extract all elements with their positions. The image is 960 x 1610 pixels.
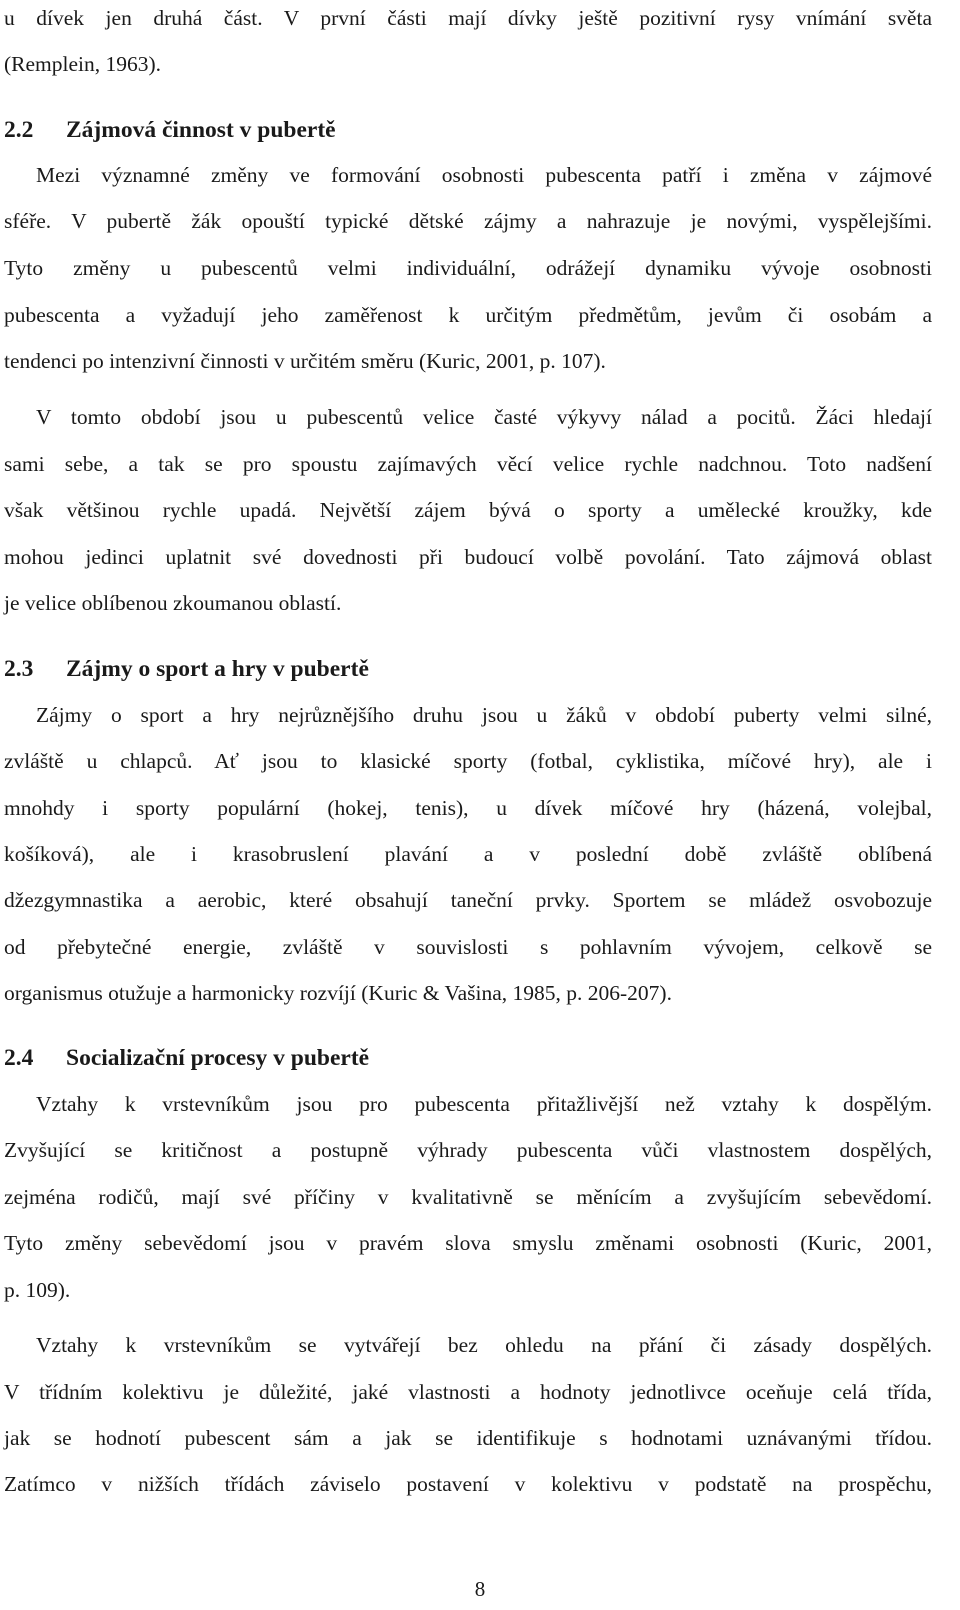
text-line: zejména rodičů, mají své příčiny v kvalitativně se měnícím a zvyšujícím sebevědomí. — [4, 1185, 932, 1209]
text-line: však většinou rychle upadá. Největší zájem bývá o sporty a umělecké kroužky, kde — [4, 498, 932, 522]
text-line: džezgymnastika a aerobic, které obsahují taneční prvky. Sportem se mládež osvobozuje — [4, 888, 932, 912]
section-heading — [4, 654, 369, 684]
section-title: Zájmová činnost v pubertě — [66, 117, 336, 143]
text-line: Mezi významné změny ve formování osobnosti pubescenta patří i změna v zájmové — [36, 163, 932, 187]
text-line: Tyto změny u pubescentů velmi individuální, odrážejí dynamiku vývoje osobnosti — [4, 256, 932, 280]
section-title: Zájmy o sport a hry v pubertě — [66, 656, 369, 682]
text-line: jak se hodnotí pubescent sám a jak se identifikuje s hodnotami uznávanými třídou. — [4, 1426, 932, 1450]
text-line: mohou jedinci uplatnit své dovednosti při budoucí volbě povolání. Tato zájmová oblast — [4, 545, 932, 569]
section-number: 2.4 — [4, 1045, 34, 1071]
text-line: Vztahy k vrstevníkům se vytvářejí bez ohledu na přání či zásady dospělých. — [36, 1333, 932, 1357]
text-line: tendenci po intenzivní činnosti v určitém směru (Kuric, 2001, p. 107). — [4, 349, 606, 373]
text-line: organismus otužuje a harmonicky rozvíjí (Kuric & Vašina, 1985, p. 206-207). — [4, 981, 672, 1005]
text-line: pubescenta a vyžadují jeho zaměřenost k určitým předmětům, jevům či osobám a — [4, 303, 932, 327]
text-line: od přebytečné energie, zvláště v souvislosti s pohlavním vývojem, celkově se — [4, 935, 932, 959]
page-number: 8 — [474, 1577, 486, 1601]
text-line: košíková), ale i krasobruslení plavání a v poslední době zvláště oblíbená — [4, 842, 932, 866]
text-line: p. 109). — [4, 1278, 71, 1302]
text-line: sféře. V pubertě žák opouští typické dětské zájmy a nahrazuje je novými, vyspělejšími. — [4, 209, 932, 233]
text-line: u dívek jen druhá část. V první části mají dívky ještě pozitivní rysy vnímání světa — [4, 6, 932, 30]
text-line: zvláště u chlapců. Ať jsou to klasické sporty (fotbal, cyklistika, míčové hry), ale i — [4, 749, 932, 773]
text-line: Zvyšující se kritičnost a postupně výhrady pubescenta vůči vlastnostem dospělých, — [4, 1138, 932, 1162]
section-heading — [4, 115, 336, 145]
text-line: mnohdy i sporty populární (hokej, tenis), u dívek míčové hry (házená, volejbal, — [4, 796, 932, 820]
text-line: V tomto období jsou u pubescentů velice časté výkyvy nálad a pocitů. Žáci hledají — [36, 405, 932, 429]
section-number: 2.3 — [4, 656, 34, 682]
text-line: Zatímco v nižších třídách záviselo postavení v kolektivu v podstatě na prospěchu, — [4, 1472, 932, 1496]
section-title: Socializační procesy v pubertě — [66, 1045, 370, 1071]
section-number: 2.2 — [4, 117, 34, 143]
text-line: (Remplein, 1963). — [4, 52, 162, 76]
text-line: je velice oblíbenou zkoumanou oblastí. — [4, 591, 342, 615]
text-line: sami sebe, a tak se pro spoustu zajímavých věcí velice rychle nadchnou. Toto nadšení — [4, 452, 932, 476]
text-line: Zájmy o sport a hry nejrůznějšího druhu jsou u žáků v období puberty velmi silné, — [36, 703, 932, 727]
text-line: Tyto změny sebevědomí jsou v pravém slova smyslu změnami osobnosti (Kuric, 2001, — [4, 1231, 932, 1255]
text-line: V třídním kolektivu je důležité, jaké vlastnosti a hodnoty jednotlivce oceňuje celá třída, — [4, 1380, 932, 1404]
text-line: Vztahy k vrstevníkům jsou pro pubescenta přitažlivější než vztahy k dospělým. — [36, 1092, 932, 1116]
section-heading — [4, 1043, 369, 1073]
